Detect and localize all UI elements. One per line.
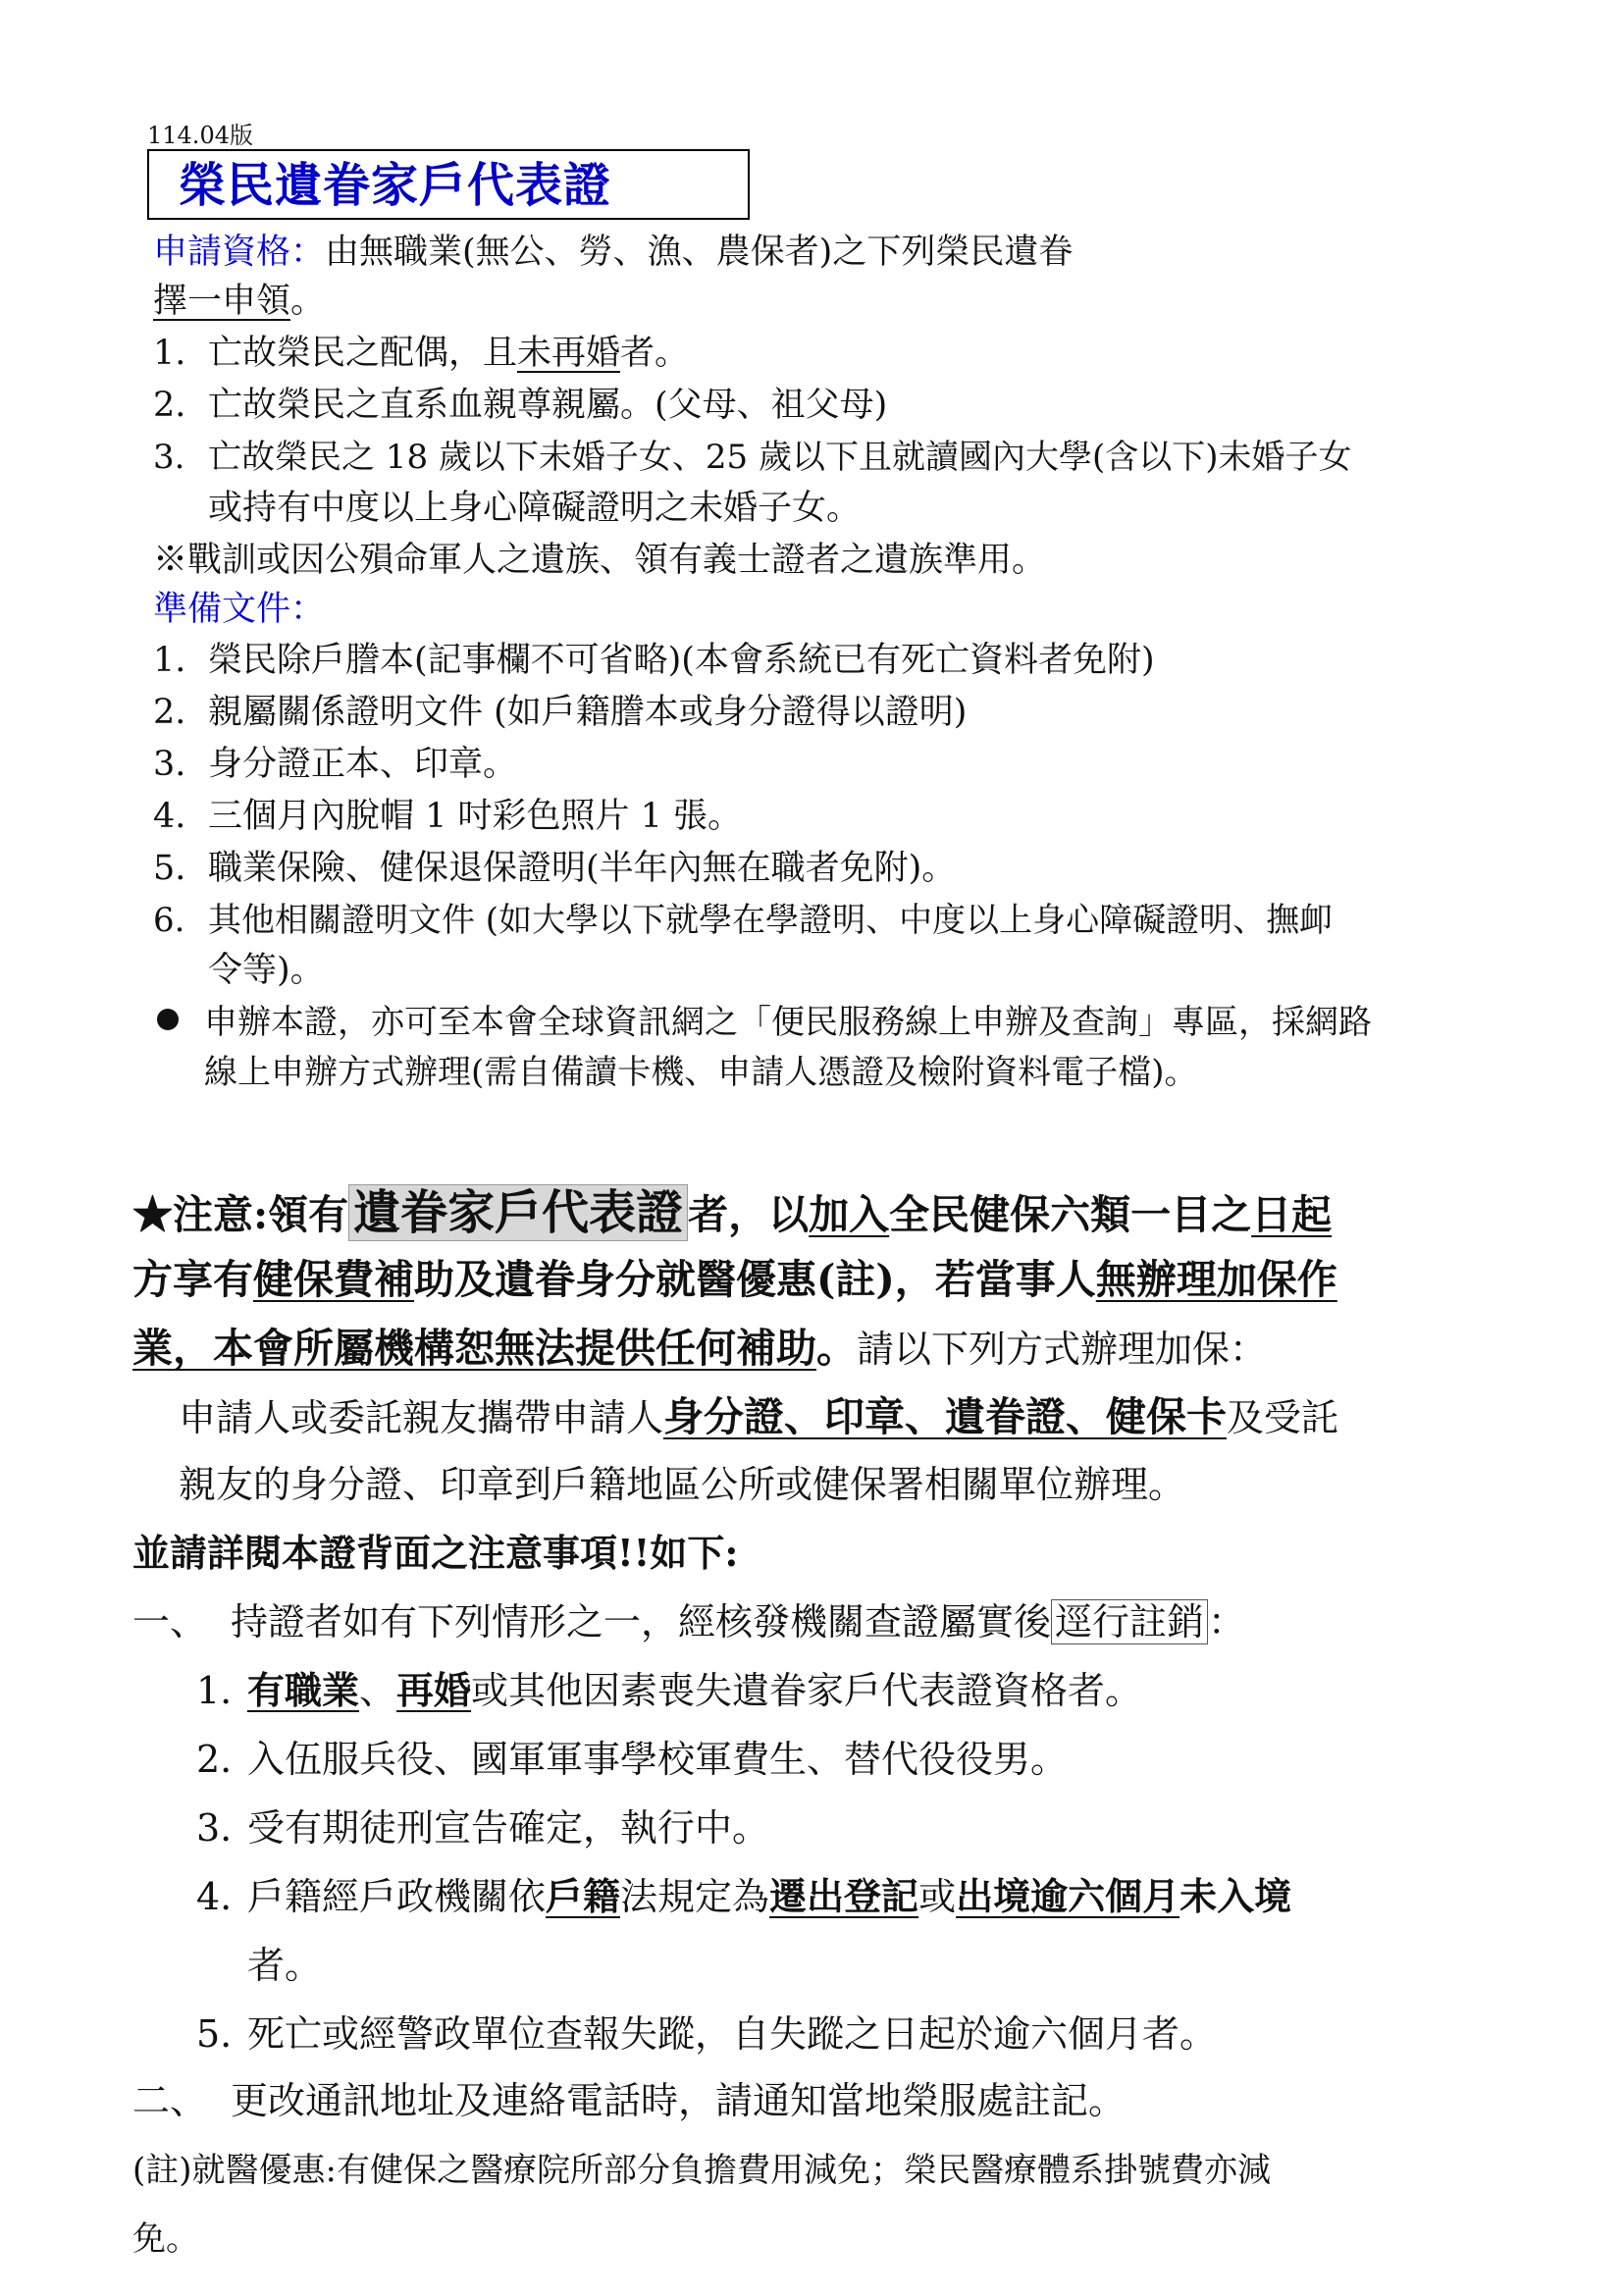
cancel-boxed-text: 逕行註銷 [1051, 1599, 1208, 1644]
highlighted-card-name: 遺眷家戶代表證 [348, 1184, 688, 1241]
document-title: 榮民遺眷家戶代表證 [179, 158, 612, 213]
select-one-text: 擇一申領 [153, 282, 291, 321]
eligibility-line [153, 235, 1073, 270]
document-item-6-cont: 令等)。 [208, 951, 325, 990]
notice-line-6: 並請詳閱本證背面之注意事項!!如下: [132, 1531, 739, 1575]
documents-label: 準備文件： [153, 590, 326, 629]
notice-line-5: 親友的身分證、印章到戶籍地區公所或健保署相關單位辦理。 [179, 1463, 1186, 1506]
eligibility-item-3-cont: 或持有中度以上身心障礙證明之未婚子女。 [208, 489, 862, 528]
rule-1-sub-1: 1. 有職業、再婚或其他因素喪失遺眷家戶代表證資格者。 [196, 1668, 1143, 1712]
bullet-icon [157, 1009, 179, 1030]
notice-line-3: 業，本會所屬機構恕無法提供任何補助。請以下列方式辦理加保： [132, 1325, 1268, 1372]
online-apply-line-1: 申辦本證，亦可至本會全球資訊網之「便民服務線上申辦及查詢」專區，採網路 [157, 1006, 1372, 1039]
document-item-5: 5. 職業保險、健保退保證明(半年內無在職者免附)。 [153, 849, 957, 888]
eligibility-item-3: 3. 亡故榮民之 18 歲以下未婚子女、25 歲以下且就讀國內大學(含以下)未婚子女 [153, 438, 1352, 477]
footnote-line-2: 免。 [132, 2219, 199, 2259]
notice-line-1: ★注意:領有 遺眷家戶代表證 者，以加入全民健保六類一目之日起 [132, 1185, 1333, 1240]
rule-1-sub-4-cont: 者。 [247, 1944, 323, 1987]
notice-line-2: 方享有健保費補助及遺眷身分就醫優惠(註)，若當事人無辦理加保作 [132, 1256, 1337, 1303]
notice-line-4: 申請人或委託親友攜帶申請人身分證、印章、遺眷證、健保卡及受託 [179, 1393, 1339, 1440]
eligibility-note: ※戰訓或因公殞命軍人之遺族、領有義士證者之遺族準用。 [153, 541, 1047, 580]
version-label: 114.04版 [147, 122, 253, 149]
select-one-line: 擇一申領。 [153, 282, 326, 321]
document-item-1: 1. 榮民除戶謄本(記事欄不可省略)(本會系統已有死亡資料者免附) [153, 641, 1155, 680]
document-item-2: 2. 親屬關係證明文件 (如戶籍謄本或身分證得以證明) [153, 693, 968, 732]
document-item-4: 4. 三個月內脫帽 1 吋彩色照片 1 張。 [153, 797, 743, 836]
eligibility-text: 由無職業(無公、勞、漁、農保者)之下列榮民遺眷 [325, 233, 1074, 272]
eligibility-item-1: 1. 亡故榮民之配偶，且未再婚者。 [153, 334, 690, 373]
document-item-3: 3. 身分證正本、印章。 [153, 745, 518, 784]
rule-1-sub-5: 5. 死亡或經警政單位查報失蹤，自失蹤之日起於逾六個月者。 [196, 2012, 1218, 2056]
online-apply-line-2: 線上申辦方式辦理(需自備讀卡機、申請人憑證及檢附資料電子檔)。 [204, 1053, 1198, 1092]
rule-2: 二、 更改通訊地址及連絡電話時，請通知當地榮服處註記。 [132, 2079, 1126, 2122]
rule-1: 一、 持證者如有下列情形之一，經核發機關查證屬實後 逕行註銷 ： [132, 1600, 1246, 1643]
document-item-6: 6. 其他相關證明文件 (如大學以下就學在學證明、中度以上身心障礙證明、撫卹 [153, 901, 1334, 940]
rule-1-sub-3: 3. 受有期徒刑宣告確定，執行中。 [196, 1806, 770, 1850]
footnote-line-1: (註)就醫優惠:有健保之醫療院所部分負擔費用減免；榮民醫療體系掛號費亦減 [132, 2151, 1271, 2190]
eligibility-label: 申請資格： [153, 233, 326, 272]
eligibility-item-2: 2. 亡故榮民之直系血親尊親屬。(父母、祖父母) [153, 386, 888, 425]
title-box [147, 149, 750, 220]
rule-1-sub-4: 4. 戶籍經戶政機關依戶籍法規定為遷出登記或出境逾六個月未入境 [196, 1874, 1292, 1918]
rule-1-sub-2: 2. 入伍服兵役、國軍軍事學校軍費生、替代役役男。 [196, 1738, 1069, 1781]
